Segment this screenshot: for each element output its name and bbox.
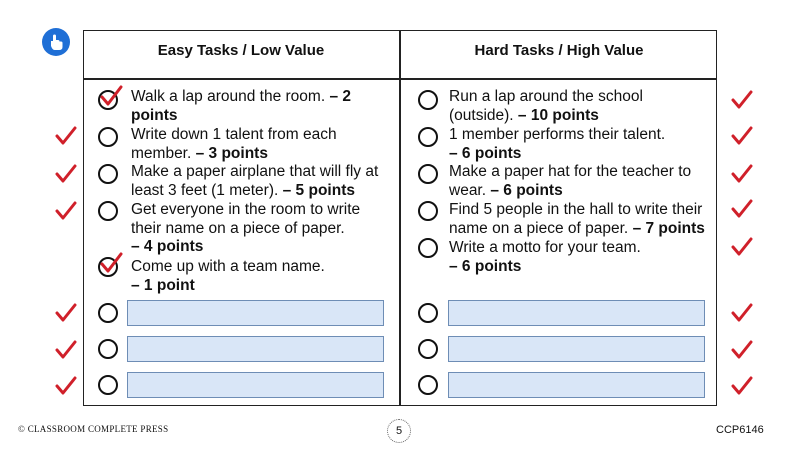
custom-task-field[interactable] bbox=[448, 300, 705, 326]
task-checkbox[interactable] bbox=[418, 127, 438, 147]
checkmark-icon bbox=[731, 90, 753, 110]
checkmark-icon bbox=[55, 126, 77, 146]
task-checkbox[interactable] bbox=[98, 375, 118, 395]
custom-task-field[interactable] bbox=[127, 372, 384, 398]
column-divider bbox=[399, 30, 401, 406]
product-code: CCP6146 bbox=[716, 424, 764, 436]
hard-task-3: Make a paper hat for the teacher to wear. – 6 points bbox=[449, 163, 692, 199]
easy-task-2: Write down 1 talent from each member. – 3 points bbox=[131, 126, 337, 162]
checkmark-icon bbox=[55, 303, 77, 323]
checkmark-icon bbox=[731, 199, 753, 219]
hard-task-5: Write a motto for your team. – 6 points bbox=[449, 239, 641, 275]
page-number: 5 bbox=[387, 419, 411, 443]
task-checkbox[interactable] bbox=[418, 339, 438, 359]
custom-task-field[interactable] bbox=[127, 336, 384, 362]
task-checkbox[interactable] bbox=[98, 303, 118, 323]
hand-pointer-icon bbox=[42, 28, 70, 56]
checkmark-icon bbox=[99, 251, 125, 277]
checkmark-icon bbox=[731, 376, 753, 396]
checkmark-icon bbox=[55, 376, 77, 396]
task-checkbox[interactable] bbox=[98, 127, 118, 147]
easy-task-5: Come up with a team name. – 1 point bbox=[131, 258, 325, 294]
hard-task-4: Find 5 people in the hall to write their name on a piece of paper. – 7 points bbox=[449, 201, 705, 237]
checkmark-icon bbox=[731, 237, 753, 257]
custom-task-field[interactable] bbox=[448, 372, 705, 398]
checkmark-icon bbox=[55, 340, 77, 360]
task-checkbox[interactable] bbox=[418, 164, 438, 184]
easy-task-3: Make a paper airplane that will fly at least 3 feet (1 meter). – 5 points bbox=[131, 163, 379, 199]
checkmark-icon bbox=[731, 126, 753, 146]
header-divider bbox=[83, 78, 717, 80]
task-checkbox[interactable] bbox=[418, 238, 438, 258]
hard-task-2: 1 member performs their talent. – 6 points bbox=[449, 126, 666, 162]
task-checkbox[interactable] bbox=[418, 375, 438, 395]
easy-tasks-header: Easy Tasks / Low Value bbox=[157, 42, 325, 59]
easy-task-4: Get everyone in the room to write their name on a piece of paper. – 4 points bbox=[131, 201, 361, 255]
task-checkbox[interactable] bbox=[98, 201, 118, 221]
task-checkbox[interactable] bbox=[418, 303, 438, 323]
checkmark-icon bbox=[731, 164, 753, 184]
custom-task-field[interactable] bbox=[127, 300, 384, 326]
publisher-logo: © CLASSROOM COMPLETE PRESS bbox=[18, 424, 169, 434]
hard-task-1: Run a lap around the school (outside). – 10 points bbox=[449, 88, 643, 124]
checkmark-icon bbox=[731, 303, 753, 323]
checkmark-icon bbox=[55, 201, 77, 221]
task-checkbox[interactable] bbox=[98, 339, 118, 359]
task-checkbox[interactable] bbox=[98, 164, 118, 184]
checkmark-icon bbox=[55, 164, 77, 184]
checkmark-icon bbox=[731, 340, 753, 360]
task-checkbox[interactable] bbox=[418, 201, 438, 221]
hard-tasks-header: Hard Tasks / High Value bbox=[474, 42, 644, 59]
checkmark-icon bbox=[99, 84, 125, 110]
custom-task-field[interactable] bbox=[448, 336, 705, 362]
easy-task-1: Walk a lap around the room. – 2 points bbox=[131, 88, 352, 124]
task-checkbox[interactable] bbox=[418, 90, 438, 110]
